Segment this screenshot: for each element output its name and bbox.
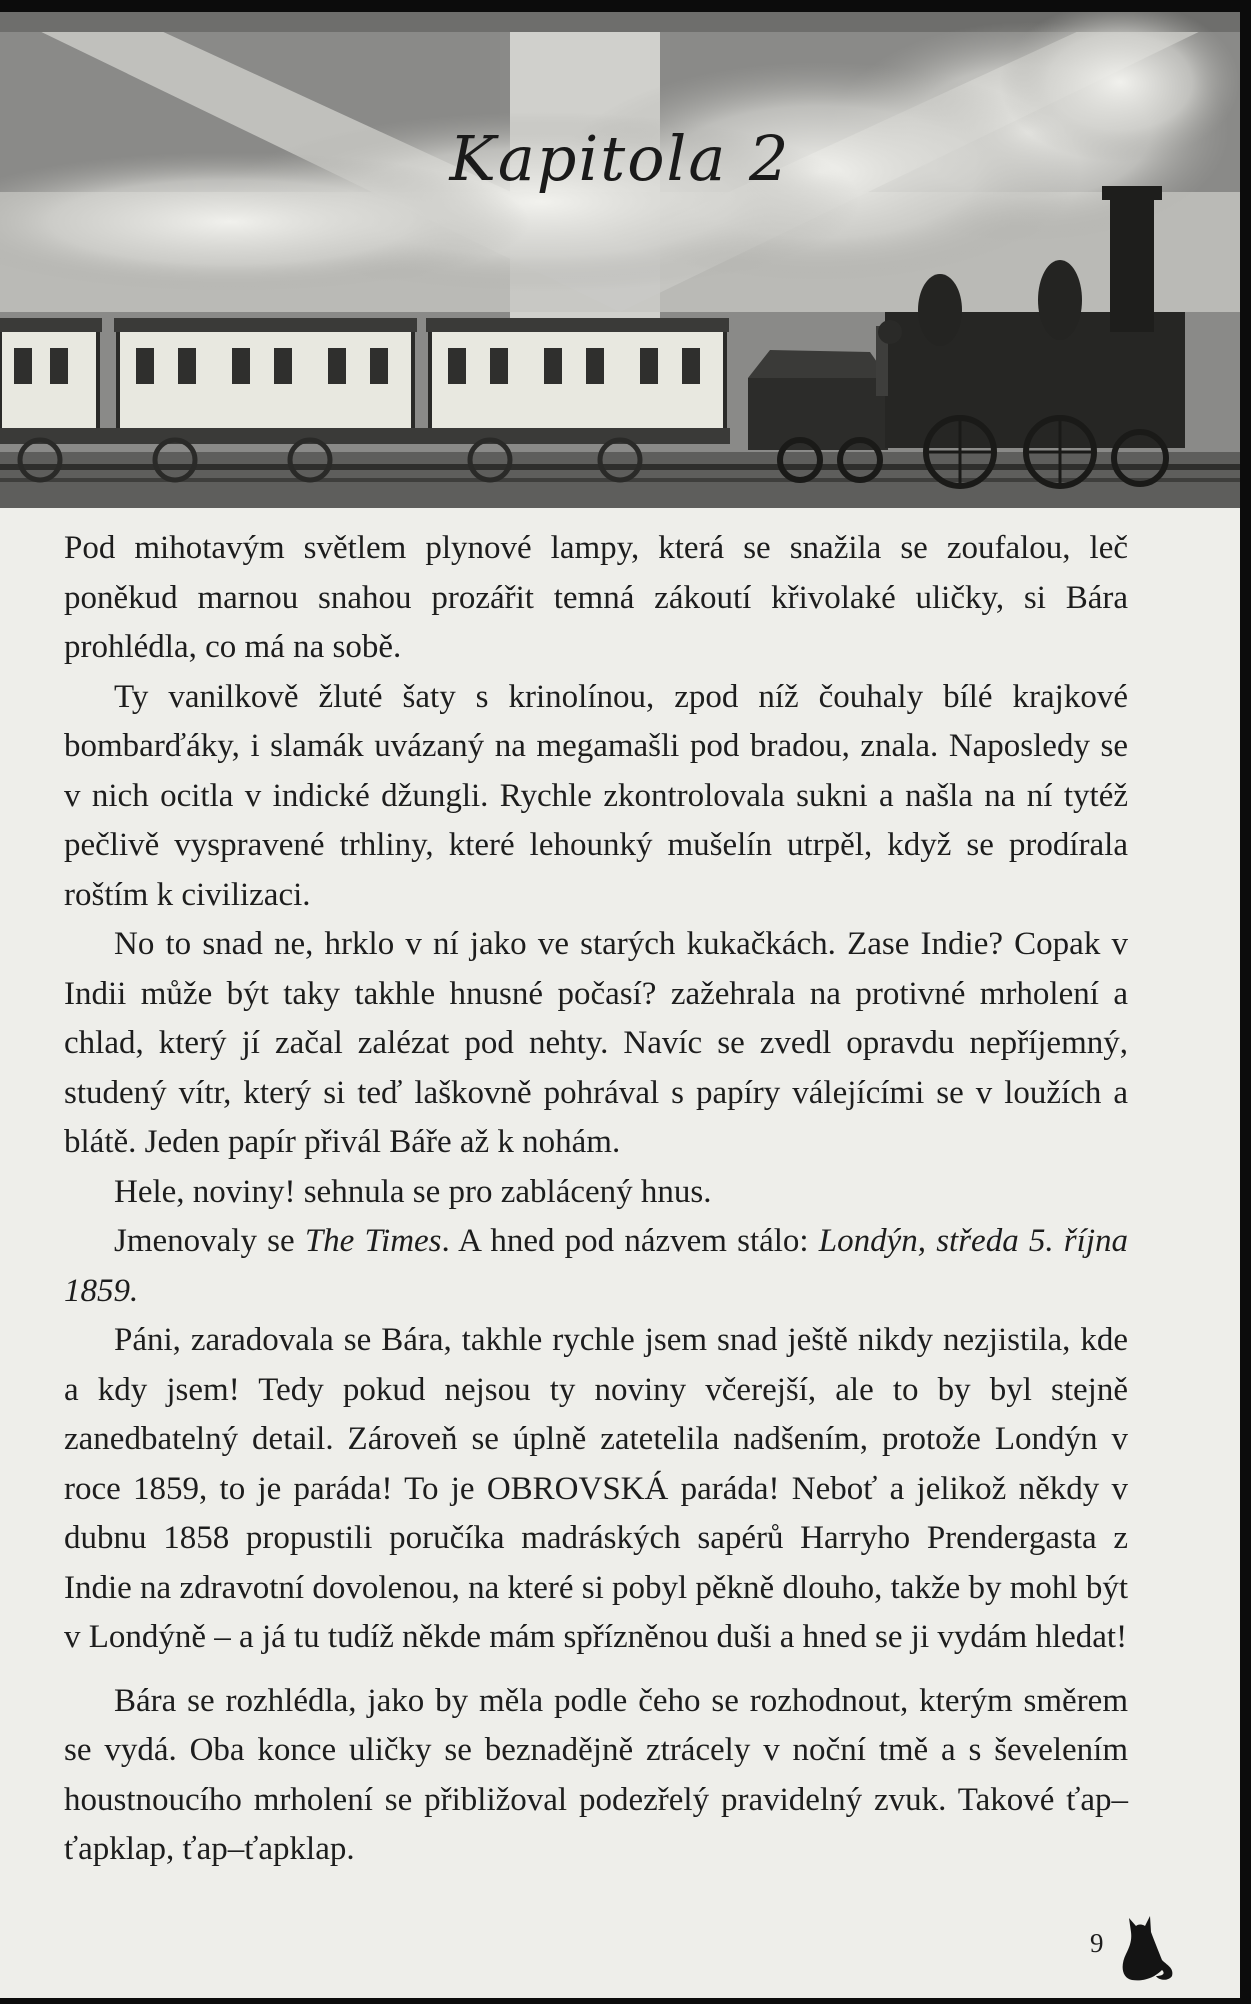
steam-train-illustration (0, 12, 1240, 508)
paragraph-7: Bára se rozhlédla, jako by měla podle čeho se rozhodnout, kterým směrem se vydá. Oba konce uličky se beznadějně ztrácely v noční tmě a s ševelením houstnoucího mrholení se přibližoval podezřelý pravidelný zvuk. Takové ťap–ťapklap, ťap–ťapklap. (64, 1682, 1128, 1867)
book-page (0, 12, 1240, 1998)
newspaper-name: The Times (304, 1223, 442, 1259)
paragraph-5-end: . (130, 1272, 139, 1309)
paragraph-1: Pod mihotavým světlem plynové lampy, která se snažila se zoufalou, leč poněkud marnou snahou prozářit temná zákoutí křivolaké uličky, si Bára prohlédla, co má na sobě. (64, 530, 1128, 665)
paragraph-4: Hele, noviny! sehnula se pro zablácený hnus. (114, 1173, 712, 1210)
newspaper-dateline: Londýn, středa 5. října 1859 (64, 1223, 1128, 1309)
paragraph-5-middle: . A hned pod názvem stálo: (441, 1223, 819, 1259)
cat-icon (1118, 1910, 1176, 1982)
chapter-title: Kapitola 2 (449, 122, 791, 195)
chapter-body-text (64, 524, 1128, 1875)
paragraph-5-lead: Jmenovaly se (114, 1223, 305, 1259)
paragraph-5 (64, 1217, 1128, 1316)
paragraph-2: Ty vanilkově žluté šaty s krinolínou, zpod níž čouhaly bílé krajkové bombarďáky, i slamák uvázaný na megamašli pod bradou, znala. Naposledy se v nich ocitla v indické džungli. Rychle zkontrolovala sukni a našla na ní tytéž pečlivě vyspravené trhliny, které lehounký mušelín utrpěl, když se prodírala roštím k civilizaci. (64, 678, 1128, 913)
paragraph-6: Páni, zaradovala se Bára, takhle rychle jsem snad ještě nikdy nezjistila, kde a kdy jsem! Tedy pokud nejsou ty noviny včerejší, ale to by byl stejně zanedbatelný detail. Zároveň se úplně zatetelila nadšením, protože Londýn v roce 1859, to je paráda! To je OBROVSKÁ paráda! Neboť a jelikož někdy v dubnu 1858 propustili poručíka madráských sapérů Harryho Prendergasta z Indie na zdravotní dovolenou, na které si pobyl pěkně dlouho, takže by mohl být v Londýně – a já tu tudíž někde mám spřízněnou duši a hned se ji vydám hledat! (64, 1322, 1128, 1655)
paragraph-3: No to snad ne, hrklo v ní jako ve starých kukačkách. Zase Indie? Copak v Indii může být taky takhle hnusné počasí? zažehrala na protivné mrholení a chlad, který jí začal zalézat pod nehty. Navíc se zvedl opravdu nepříjemný, studený vítr, který si teď laškovně pohrával s papíry válejícími se v loužích a blátě. Jeden papír přivál Báře až k nohám. (64, 926, 1128, 1160)
page-number: 9 (1090, 1928, 1104, 1958)
